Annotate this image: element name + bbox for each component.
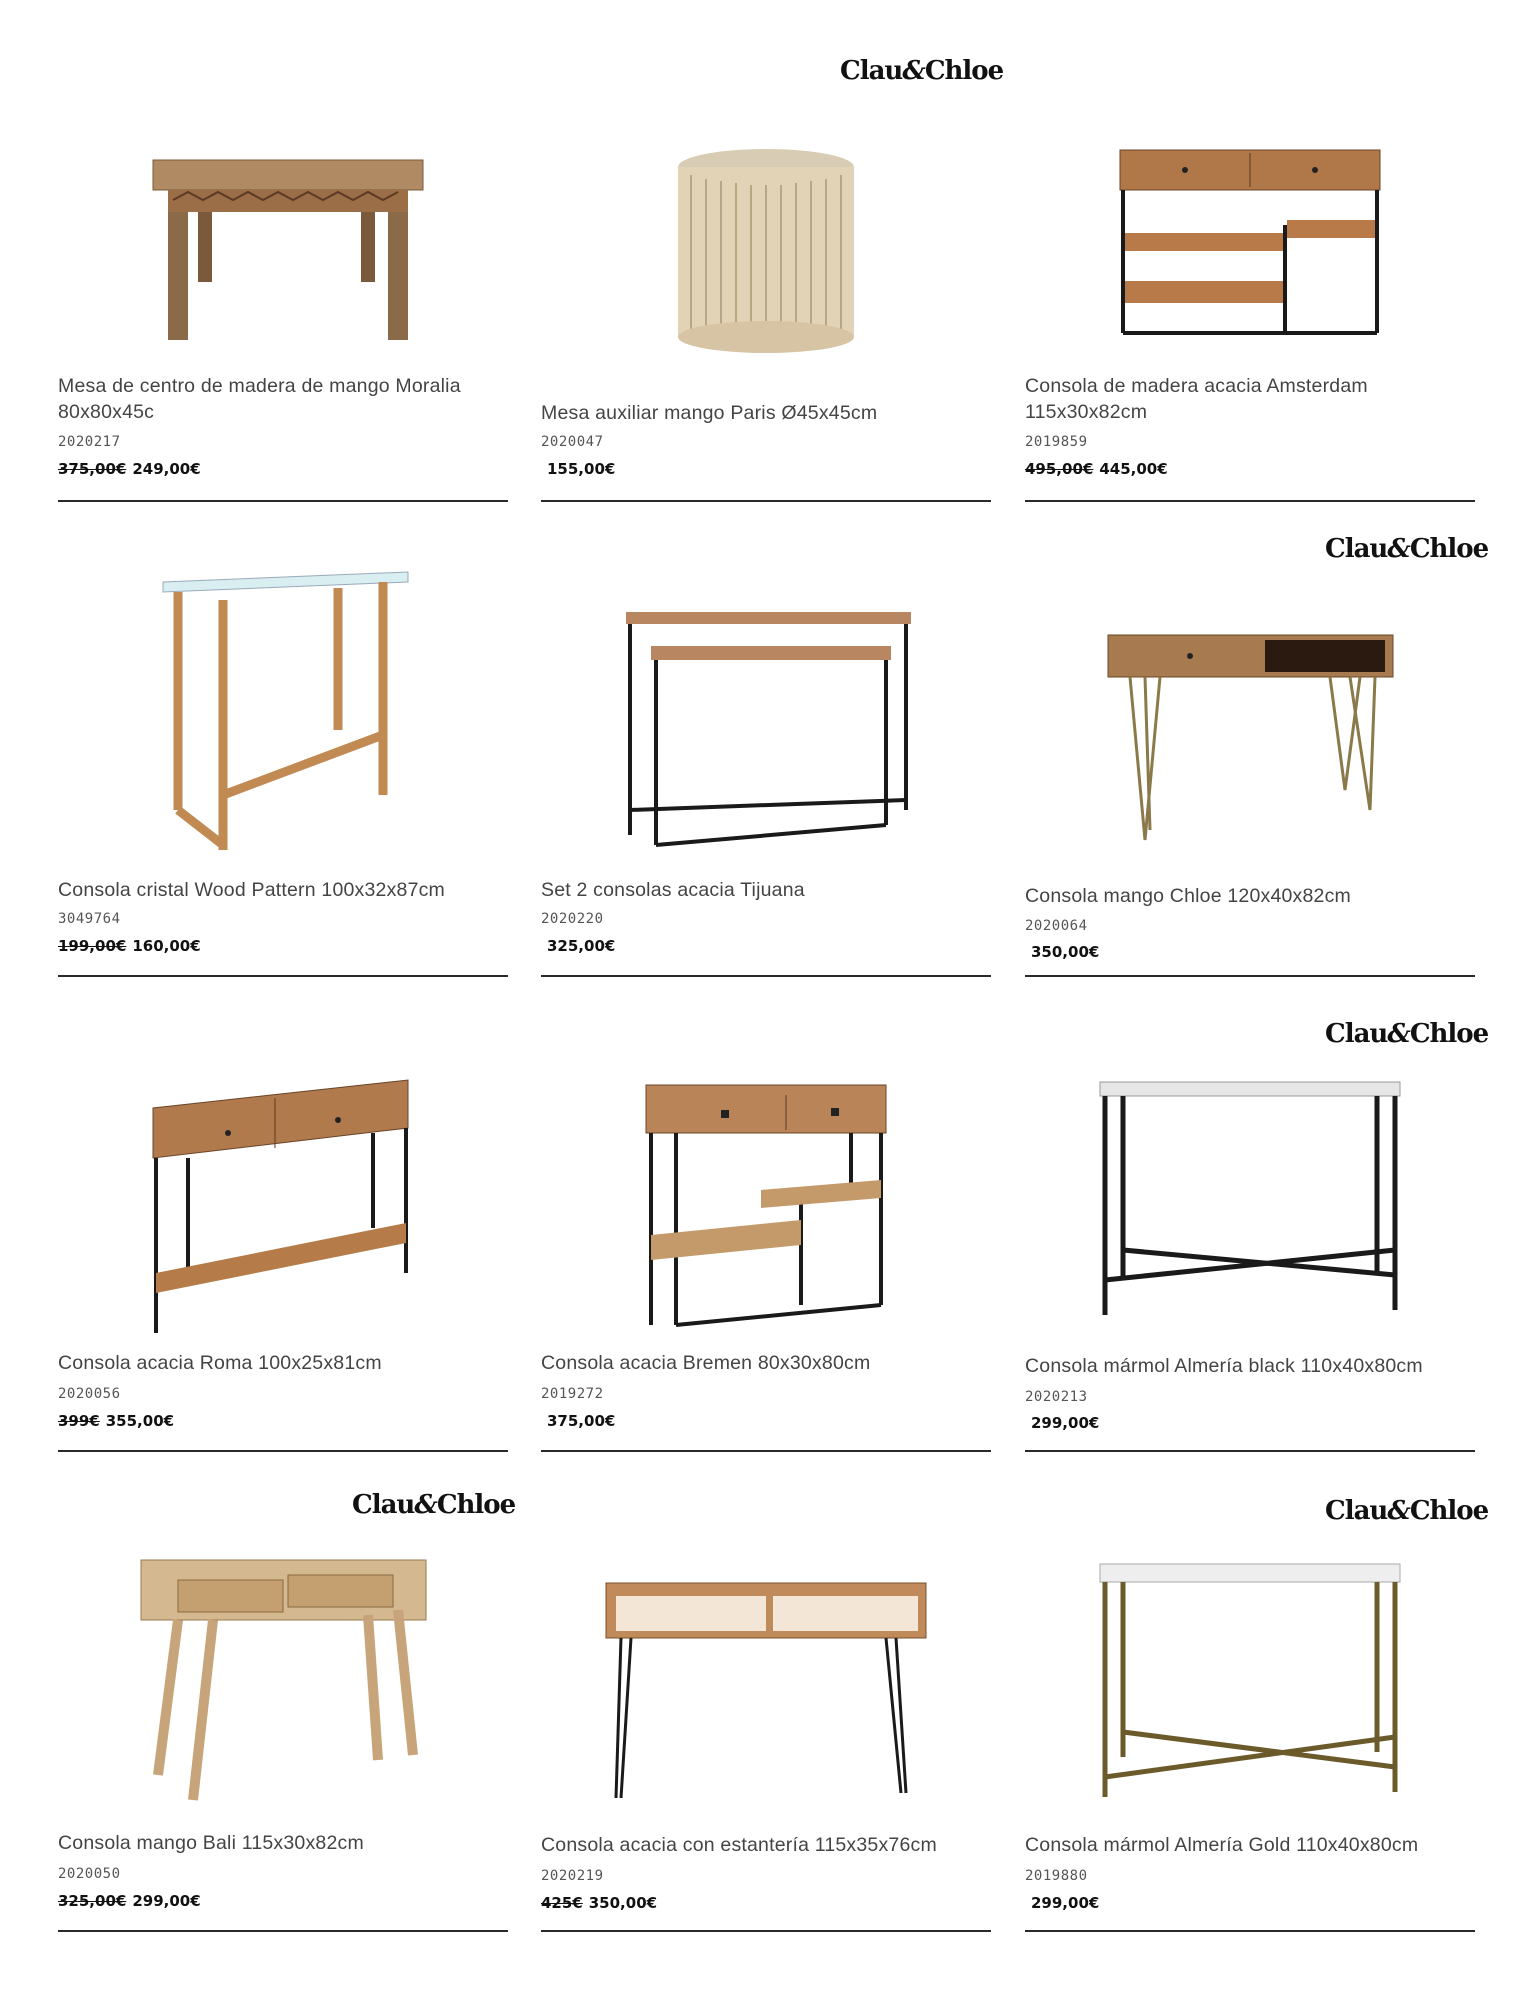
old-price: 495,00€ bbox=[1025, 460, 1094, 478]
new-price: 160,00€ bbox=[132, 937, 201, 955]
product-title[interactable]: Consola cristal Wood Pattern 100x32x87cm bbox=[58, 879, 446, 901]
product-sku: 2020213 bbox=[1025, 1389, 1088, 1405]
product-price bbox=[1025, 943, 1099, 961]
old-price: 199,00€ bbox=[58, 937, 127, 955]
product-sku: 2020050 bbox=[58, 1866, 121, 1882]
old-price: 425€ bbox=[541, 1894, 583, 1912]
product-sku: 2019272 bbox=[541, 1386, 604, 1402]
divider bbox=[1025, 1930, 1475, 1932]
product-image-console-roma[interactable] bbox=[58, 1078, 508, 1338]
new-price: 299,00€ bbox=[1031, 1894, 1100, 1912]
divider bbox=[541, 1450, 991, 1452]
product-title[interactable]: Consola mármol Almería Gold 110x40x80cm bbox=[1025, 1834, 1419, 1856]
brand-logo-row4-left bbox=[352, 1490, 515, 1520]
brand-part: Chloe bbox=[1409, 1496, 1489, 1526]
product-title[interactable]: Consola acacia con estantería 115x35x76cm bbox=[541, 1834, 937, 1856]
divider bbox=[541, 1930, 991, 1932]
product-price bbox=[541, 460, 615, 478]
product-image-console-almeria-gold[interactable] bbox=[1025, 1562, 1475, 1802]
product-image-side-table[interactable] bbox=[541, 145, 991, 365]
product-price bbox=[541, 1894, 657, 1912]
brand-part: Chloe bbox=[436, 1490, 516, 1520]
new-price: 350,00€ bbox=[588, 1894, 658, 1912]
divider bbox=[58, 1450, 508, 1452]
new-price: 249,00€ bbox=[132, 460, 201, 478]
brand-amp: & bbox=[902, 56, 925, 86]
new-price: 355,00€ bbox=[105, 1412, 175, 1430]
brand-logo-row3 bbox=[1325, 1019, 1488, 1049]
old-price: 325,00€ bbox=[58, 1892, 127, 1910]
product-image-console-almeria-black[interactable] bbox=[1025, 1080, 1475, 1320]
product-sku: 2019859 bbox=[1025, 434, 1088, 450]
new-price: 350,00€ bbox=[1031, 943, 1100, 961]
brand-logo-row2 bbox=[1325, 534, 1488, 564]
new-price: 325,00€ bbox=[547, 937, 616, 955]
product-price bbox=[541, 937, 615, 955]
product-price bbox=[58, 1412, 174, 1430]
divider bbox=[1025, 1450, 1475, 1452]
product-price bbox=[1025, 1414, 1099, 1432]
product-title[interactable]: Consola mármol Almería black 110x40x80cm bbox=[1025, 1355, 1423, 1377]
brand-part: Clau bbox=[1325, 1019, 1388, 1049]
brand-logo-row4-right bbox=[1325, 1496, 1488, 1526]
product-sku: 2020064 bbox=[1025, 918, 1088, 934]
divider bbox=[1025, 500, 1475, 502]
product-sku: 2020220 bbox=[541, 911, 604, 927]
old-price: 375,00€ bbox=[58, 460, 127, 478]
brand-part: Clau bbox=[1325, 534, 1388, 564]
product-title[interactable]: Consola acacia Bremen 80x30x80cm bbox=[541, 1352, 871, 1374]
product-title[interactable]: Mesa auxiliar mango Paris Ø45x45cm bbox=[541, 402, 878, 424]
brand-part: Chloe bbox=[1409, 1019, 1489, 1049]
product-sku: 2020056 bbox=[58, 1386, 121, 1402]
product-price bbox=[58, 1892, 201, 1910]
product-price bbox=[58, 937, 201, 955]
brand-part: Clau bbox=[1325, 1496, 1388, 1526]
product-title[interactable]: Consola acacia Roma 100x25x81cm bbox=[58, 1352, 382, 1374]
product-price bbox=[1025, 460, 1168, 478]
divider bbox=[541, 975, 991, 977]
divider bbox=[541, 500, 991, 502]
brand-amp: & bbox=[1387, 1496, 1410, 1526]
product-title[interactable]: Consola de madera acacia Amsterdam 115x30x82cm bbox=[1025, 375, 1368, 423]
brand-amp: & bbox=[1387, 1019, 1410, 1049]
brand-amp: & bbox=[414, 1490, 437, 1520]
product-image-console-wood-pattern[interactable] bbox=[58, 570, 508, 860]
brand-amp: & bbox=[1387, 534, 1410, 564]
product-title[interactable]: Consola mango Bali 115x30x82cm bbox=[58, 1832, 364, 1854]
product-price bbox=[1025, 1894, 1099, 1912]
new-price: 299,00€ bbox=[1031, 1414, 1100, 1432]
brand-part: Clau bbox=[840, 56, 903, 86]
brand-part: Clau bbox=[352, 1490, 415, 1520]
product-image-console-bali[interactable] bbox=[58, 1555, 508, 1805]
product-sku: 2019880 bbox=[1025, 1868, 1088, 1884]
product-sku: 2020217 bbox=[58, 434, 121, 450]
divider bbox=[58, 975, 508, 977]
product-price bbox=[58, 460, 201, 478]
new-price: 375,00€ bbox=[547, 1412, 616, 1430]
product-title[interactable]: Mesa de centro de madera de mango Moralia 80x80x45c bbox=[58, 375, 461, 423]
product-image-console-amsterdam[interactable] bbox=[1025, 145, 1475, 340]
product-price bbox=[541, 1412, 615, 1430]
product-sku: 2020219 bbox=[541, 1868, 604, 1884]
new-price: 299,00€ bbox=[132, 1892, 201, 1910]
old-price: 399€ bbox=[58, 1412, 100, 1430]
new-price: 445,00€ bbox=[1099, 460, 1168, 478]
brand-logo-top bbox=[840, 56, 1003, 86]
divider bbox=[1025, 975, 1475, 977]
product-sku: 3049764 bbox=[58, 911, 121, 927]
divider bbox=[58, 500, 508, 502]
product-title[interactable]: Consola mango Chloe 120x40x82cm bbox=[1025, 885, 1351, 907]
product-title[interactable]: Set 2 consolas acacia Tijuana bbox=[541, 879, 805, 901]
product-image-coffee-table[interactable] bbox=[58, 150, 508, 350]
product-sku: 2020047 bbox=[541, 434, 604, 450]
product-image-console-shelf[interactable] bbox=[541, 1578, 991, 1808]
product-image-console-tijuana[interactable] bbox=[541, 610, 991, 850]
brand-part: Chloe bbox=[1409, 534, 1489, 564]
brand-part: Chloe bbox=[924, 56, 1004, 86]
product-image-console-chloe[interactable] bbox=[1025, 630, 1475, 850]
product-image-console-bremen[interactable] bbox=[541, 1080, 991, 1330]
new-price: 155,00€ bbox=[547, 460, 616, 478]
divider bbox=[58, 1930, 508, 1932]
